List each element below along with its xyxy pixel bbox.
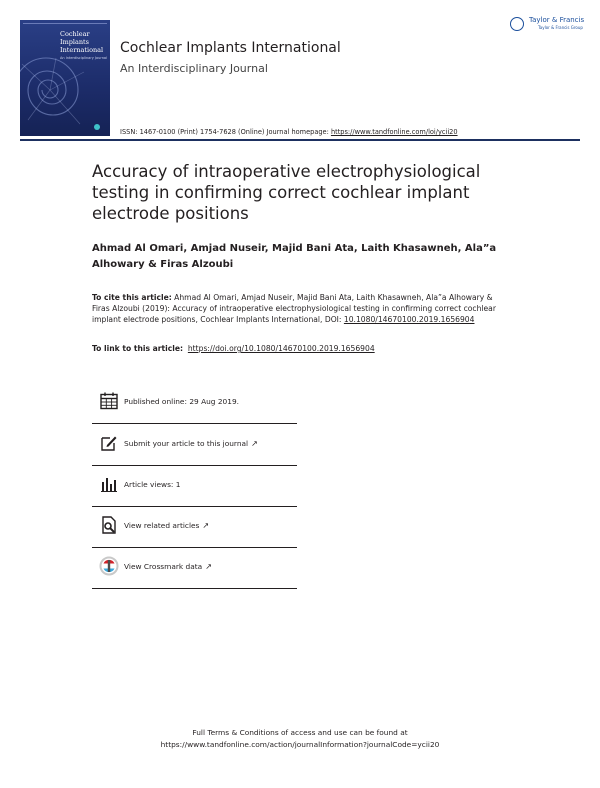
submit-article-row[interactable] <box>92 426 297 460</box>
crossmark-icon <box>99 556 119 576</box>
article-views-label: Article views: 1 <box>124 479 181 489</box>
calendar-icon <box>99 391 119 411</box>
article-authors: Ahmad Al Omari, Amjad Nuseir, Majid Bani Ata, Laith Khasawneh, Ala”a Alhowary & Firas Alzoubi <box>92 243 497 270</box>
bar-chart-icon <box>99 474 119 494</box>
article-title: Accuracy of intraoperative electrophysiological testing in confirming correct cochlear implant electrode positions <box>92 162 481 223</box>
journal-title[interactable]: Cochlear Implants International <box>120 40 341 56</box>
cover-title: Cochlear Implants International <box>60 30 104 54</box>
cover-subtitle: An Interdisciplinary Journal <box>60 56 108 60</box>
cite-text: Ahmad Al Omari, Amjad Nuseir, Majid Bani Ata, Laith Khasawneh, Ala”a Alhowary & Firas Alzoubi (2019): Accuracy of intraoperative electrophysiological testing in confirming correct cochlear implant electrode positions, Cochlear Implants International, DOI: <box>92 293 496 324</box>
link-to-article <box>92 344 375 353</box>
edit-icon <box>99 433 119 453</box>
publisher-logo-subtext: Taylor & Francis Group <box>538 25 583 30</box>
journal-subtitle: An Interdisciplinary Journal <box>120 62 268 75</box>
published-online-label: Published online: 29 Aug 2019. <box>124 396 240 406</box>
publisher-circle-icon <box>510 17 524 31</box>
doi-link[interactable]: 10.1080/14670100.2019.1656904 <box>343 315 475 324</box>
link-label: To link to this article: <box>92 344 184 353</box>
publisher-mark-icon <box>94 124 100 130</box>
publisher-logo-text: Taylor & Francis <box>529 16 585 24</box>
footer-terms-link[interactable]: https://www.tandfonline.com/action/journalInformation?journalCode=ycii20 <box>160 740 440 749</box>
submit-article-label[interactable]: Submit your article to this journal <box>124 438 249 448</box>
meta-divider <box>92 465 297 466</box>
published-online-row <box>92 384 297 418</box>
cite-label: To cite this article: <box>92 293 172 302</box>
external-link-icon: ↗ <box>205 561 212 571</box>
external-link-icon: ↗ <box>202 520 210 530</box>
crossmark-row[interactable] <box>92 549 297 583</box>
related-articles-icon <box>99 515 119 535</box>
article-views-row <box>92 467 297 501</box>
crossmark-label[interactable]: View Crossmark data <box>124 561 203 571</box>
citation-block <box>92 292 512 325</box>
meta-divider <box>92 506 297 507</box>
footer-terms: Full Terms & Conditions of access and use can be found at <box>192 728 408 737</box>
issn-line <box>120 128 458 136</box>
meta-divider <box>92 423 297 424</box>
header-divider <box>20 139 580 141</box>
journal-cover <box>20 20 110 136</box>
issn-text: ISSN: 1467-0100 (Print) 1754-7628 (Online) Journal homepage: <box>120 128 331 136</box>
publisher-logo[interactable] <box>508 15 588 37</box>
meta-divider <box>92 588 297 589</box>
article-url-link[interactable]: https://doi.org/10.1080/14670100.2019.1656904 <box>187 344 375 353</box>
related-articles-row[interactable] <box>92 508 297 542</box>
journal-homepage-link[interactable]: https://www.tandfonline.com/loi/ycii20 <box>330 128 458 136</box>
meta-divider <box>92 547 297 548</box>
external-link-icon: ↗ <box>251 438 258 448</box>
related-articles-label[interactable]: View related articles <box>124 520 200 530</box>
